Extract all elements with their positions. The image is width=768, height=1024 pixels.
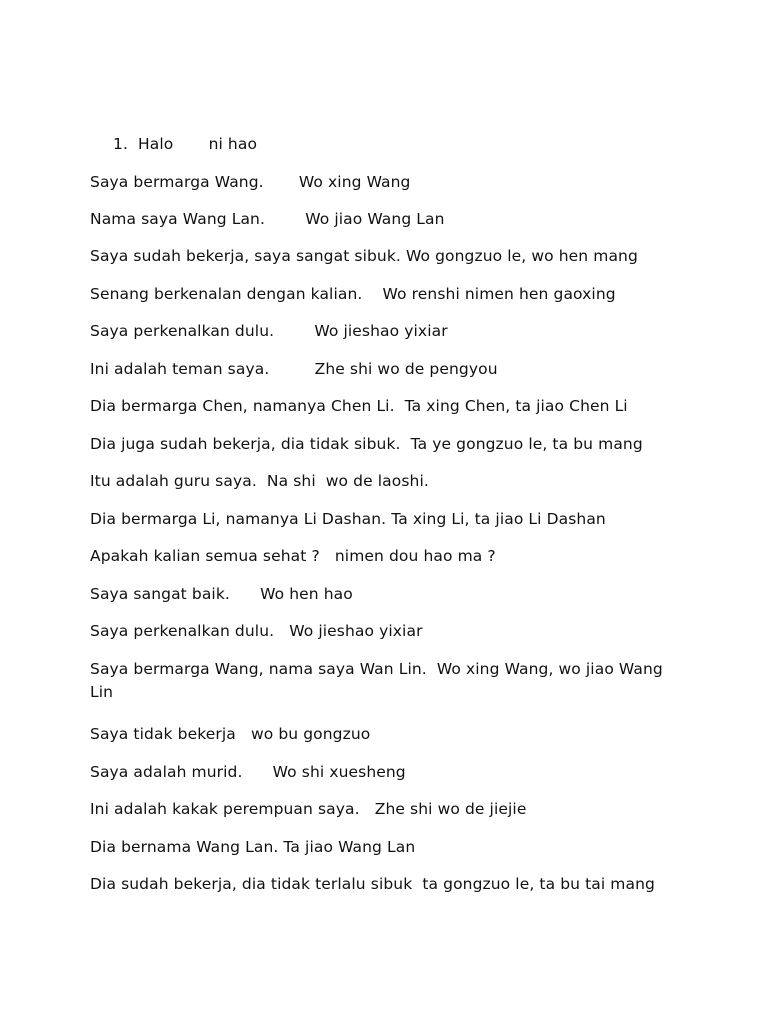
text-line: Senang berkenalan dengan kalian. Wo renshi nimen hen gaoxing bbox=[90, 285, 616, 303]
text-line: Saya adalah murid. Wo shi xuesheng bbox=[90, 763, 406, 781]
text-line: Dia bermarga Chen, namanya Chen Li. Ta xing Chen, ta jiao Chen Li bbox=[90, 397, 628, 415]
text-line: Dia sudah bekerja, dia tidak terlalu sibuk ta gongzuo le, ta bu tai mang bbox=[90, 875, 655, 893]
text-line: Saya bermarga Wang. Wo xing Wang bbox=[90, 173, 411, 191]
list-item-greeting: 1. Halo ni hao bbox=[113, 135, 258, 153]
text-line: Nama saya Wang Lan. Wo jiao Wang Lan bbox=[90, 210, 445, 228]
text-line: Ini adalah kakak perempuan saya. Zhe shi wo de jiejie bbox=[90, 800, 527, 818]
text-line: Dia bermarga Li, namanya Li Dashan. Ta xing Li, ta jiao Li Dashan bbox=[90, 510, 606, 528]
text-line: Saya perkenalkan dulu. Wo jieshao yixiar bbox=[90, 622, 423, 640]
text-line: Dia juga sudah bekerja, dia tidak sibuk. Ta ye gongzuo le, ta bu mang bbox=[90, 435, 643, 453]
text-line: Saya tidak bekerja wo bu gongzuo bbox=[90, 725, 371, 743]
text-line: Saya bermarga Wang, nama saya Wan Lin. Wo xing Wang, wo jiao Wang Lin bbox=[90, 660, 668, 701]
text-line: Saya sudah bekerja, saya sangat sibuk. Wo gongzuo le, wo hen mang bbox=[90, 247, 638, 265]
text-line: Itu adalah guru saya. Na shi wo de laoshi. bbox=[90, 472, 429, 490]
text-line: Saya sangat baik. Wo hen hao bbox=[90, 585, 353, 603]
text-line: Ini adalah teman saya. Zhe shi wo de pengyou bbox=[90, 360, 498, 378]
text-line: Apakah kalian semua sehat ? nimen dou hao ma ? bbox=[90, 547, 496, 565]
text-line: Saya perkenalkan dulu. Wo jieshao yixiar bbox=[90, 322, 448, 340]
text-line: Dia bernama Wang Lan. Ta jiao Wang Lan bbox=[90, 838, 416, 856]
